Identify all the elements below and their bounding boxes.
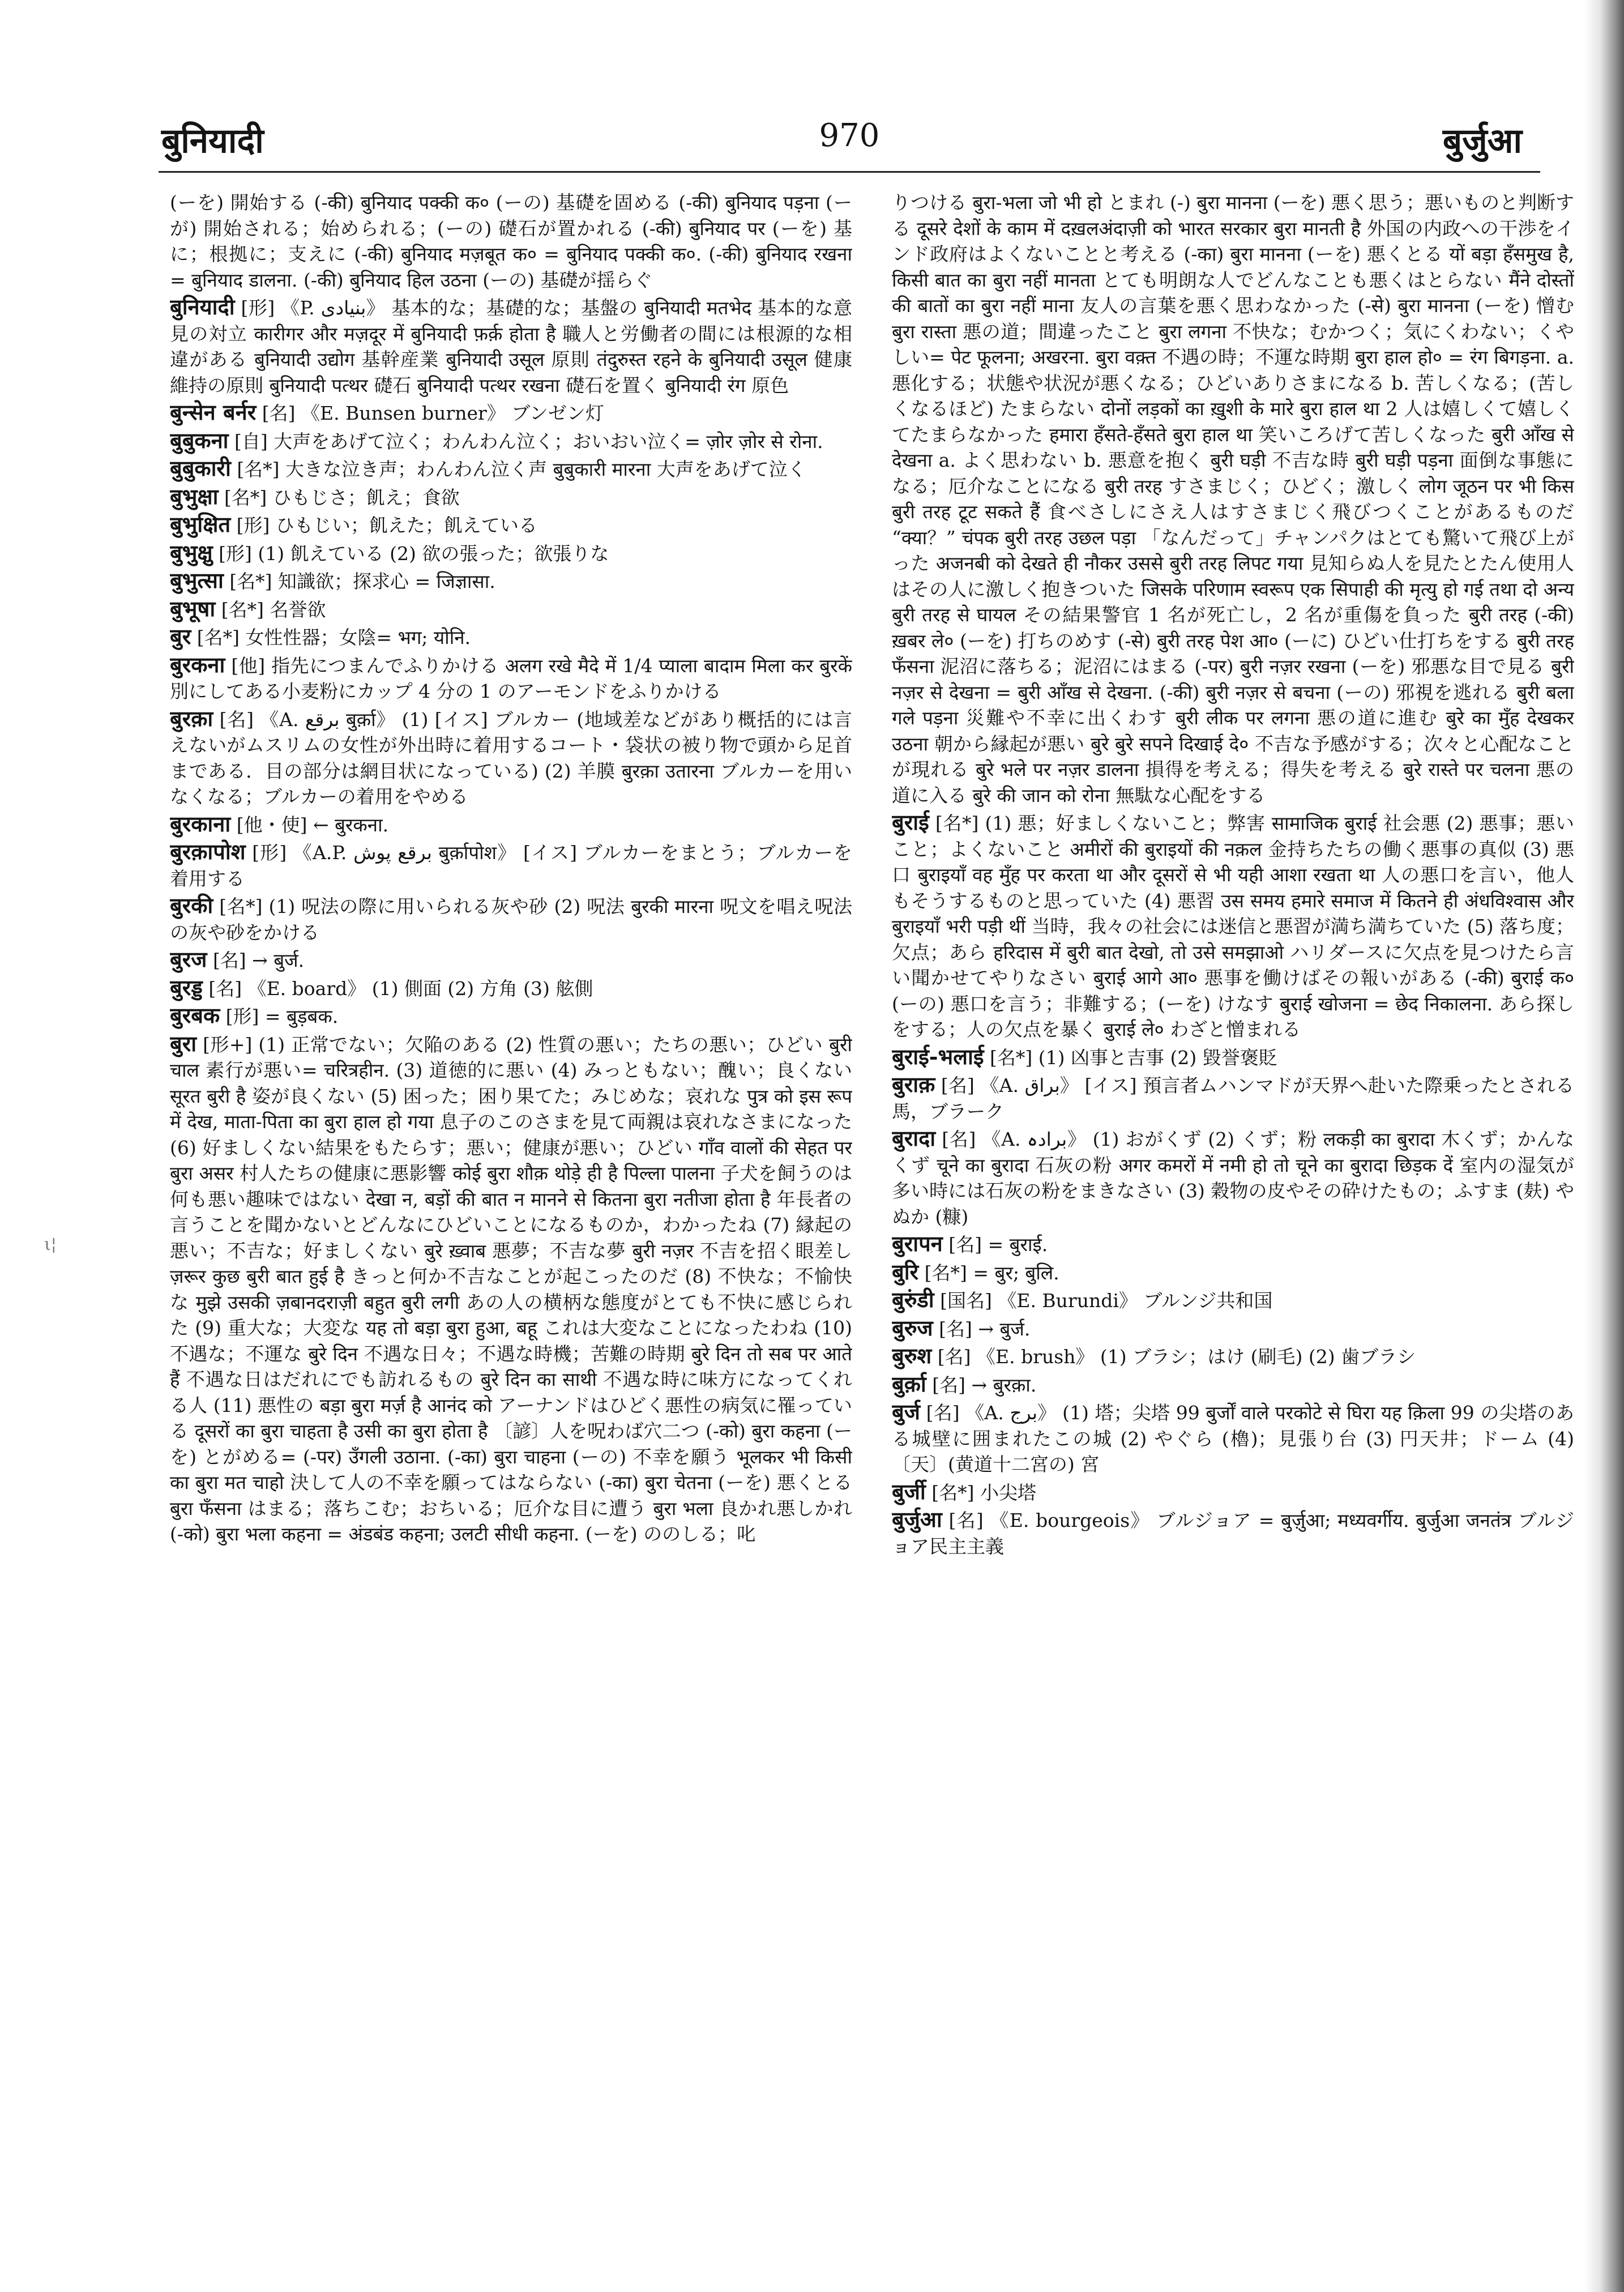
- definition-text: [自] 大声をあげて泣く；わんわん泣く；おいおい泣く= ज़ोर ज़ोर से रोना.: [234, 430, 823, 453]
- left-column: [170, 190, 852, 2223]
- dictionary-entry: [170, 511, 852, 539]
- definition-text: [形] (1) 飢えている (2) 欲の張った；欲張りな: [219, 542, 609, 565]
- headword: बुरक़ा: [170, 705, 213, 731]
- definition-text: [国名] 《E. Burundi》 ブルンジ共和国: [940, 1290, 1273, 1312]
- definition-text: [形] ひもじい；飢えた；飢えている: [236, 514, 537, 536]
- definition-text: [他・使] ← बुरकना.: [236, 813, 389, 836]
- definition-text: [他] 指先につまんでふりかける अलग रखे मैदे में 1/4 प्याला बादाम मिला कर बुरकें 別にしてある小麦粉にカップ 4 分の 1 のアーモンドをふりかける: [170, 654, 852, 702]
- dictionary-entry: [892, 1287, 1574, 1314]
- headword: बुराक़: [892, 1072, 935, 1097]
- definition-text: [名] → बुर्ज.: [212, 949, 305, 971]
- headword: बुराई: [892, 809, 929, 835]
- dictionary-entry: [170, 706, 852, 810]
- dictionary-entry: [892, 1399, 1574, 1478]
- margin-mark: ι¦: [44, 1235, 57, 1254]
- definition-text: [名] 《E. board》 (1) 側面 (2) 方角 (3) 舷側: [208, 977, 593, 1000]
- headword: बुरकाना: [170, 810, 231, 836]
- dictionary-entry: [892, 1343, 1574, 1370]
- dictionary-entry: [170, 399, 852, 426]
- definition-text: [形] 《P. بنیادی》 基本的な；基礎的な；基盤の बुनियादी मतभेद 基本的な意見の対立 कारीगर और मज़दूर में बुनियादी फ़र्क़ होता है 職人と労働者の間には根源的な相違がある बुनियादी उद्योग 基幹産業 बुनियादी उसूल 原則 तंदुरुस्त रहने के बुनियादी उसूल 健康維持の原則 बुनियादी पत्थर 礎石 बुनियादी पत्थर रखना 礎石を置く बुनियादी रंग 原色: [170, 297, 852, 396]
- right-guide-word: बुर्जुआ: [1442, 121, 1522, 161]
- dictionary-entry: [892, 1315, 1574, 1342]
- header-rule: [159, 171, 1540, 173]
- definition-text: [名*] ひもじさ；飢え；食欲: [224, 486, 460, 509]
- definition-text: [名*] (1) 悪；好ましくないこと；弊害 सामाजिक बुराई 社会悪 (2) 悪事；悪いこと；よくないこと अमीरों की बुराइयों की नक़ल 金持ちたちの働く悪事の真似 (3) 悪口 बुराइयाँ वह मुँह पर करता था और दूसरों से भी यही आशा रखता था 人の悪口を言い，他人もそうするものと思っていた (4) 悪習 उस समय हमारे समाज में कितने ही अंधविश्वास और बुराइयाँ भरी पड़ी थीं 当時，我々の社会には迷信と悪習が満ち満ちていた (5) 落ち度；欠点；あら हरिदास में बुरी बात देखो, तो उसे समझाओ ハリダースに欠点を見つけたら言い聞かせてやりなさい बुराई आगे आ० 悪事を働けばその報いがある (-की) बुराई क० (ーの) 悪口を言う；非難する；(ーを) けなす बुराई खोजना = छेद निकालना. あら探しをする；人の欠点を暴く बुराई ले० わざと憎まれる: [892, 812, 1574, 1040]
- headword: बुभुत्सा: [170, 567, 224, 593]
- definition-text: [名] 《E. bourgeois》 ブルジョア = बुर्ज़ुआ; मध्यवर्गीय. बुर्जुआ जनतंत्र ブルジョア民主主義: [892, 1509, 1574, 1557]
- headword: बुरादा: [892, 1125, 936, 1151]
- headword: बुरकी: [170, 893, 213, 918]
- dictionary-entry: [170, 596, 852, 623]
- definition-text: [名*] 名誉欲: [221, 598, 326, 621]
- definition-text: [名] 《A. براق》 [イス] 預言者ムハンマドが天界へ赴いた際乗ったとされる馬，ブラーク: [892, 1074, 1574, 1122]
- dictionary-entry: [170, 428, 852, 455]
- definition-text: [名*] 小尖塔: [931, 1481, 1036, 1504]
- dictionary-entry: [170, 652, 852, 705]
- headword: बुराई-भलाई: [892, 1043, 984, 1069]
- definition-text: (ーを) 開始する (-की) बुनियाद पक्की क० (ーの) 基礎を固める (-की) बुनियाद पड़ना (ーが) 開始される；始められる；(ーの) 礎石が置かれる (-की) बुनियाद पर (ーを) 基に；根拠に；支えに (-की) बुनियाद मज़बूत क० = बुनियाद पक्की क०. (-की) बुनियाद रखना = बुनियाद डालना. (-की) बुनियाद हिल उठना (ーの) 基礎が揺らぐ: [170, 191, 852, 291]
- definition-text: [名*] 女性性器；女陰= भग; योनि.: [196, 626, 471, 648]
- dictionary-entry: [892, 1479, 1574, 1506]
- dictionary-entry: [892, 1506, 1574, 1559]
- dictionary-entry: [892, 1259, 1574, 1286]
- definition-text: [形] = बुड़बक.: [225, 1005, 339, 1027]
- book-binding-edge: [1584, 0, 1624, 2292]
- right-column: [892, 190, 1574, 2223]
- headword: बुभुक्षित: [170, 511, 231, 537]
- definition-text: [名*] = बुर; बुलि.: [924, 1261, 1059, 1284]
- dictionary-entry: [892, 1231, 1574, 1258]
- definition-text: [名] 《E. Bunsen burner》 ブンゼン灯: [262, 402, 604, 424]
- headword: बुरड्ड: [170, 974, 203, 1000]
- dictionary-entry: [892, 1371, 1574, 1398]
- definition-text: りつける बुरा-भला जो भी हो とまれ (-) बुरा मानना (ーを) 悪く思う；悪いものと判断する दूसरे देशों के काम में दख़लअंदाज़ी को भारत सरकार बुरा मानती है 外国の内政への干渉をインド政府はよくないことと考える (-का) बुरा मानना (ーを) 悪くとる यों बड़ा हँसमुख है, किसी बात का बुरा नहीं मानता とても明朗な人でどんなことも悪くはとらない मैंने दोस्तों की बातों का बुरा नहीं माना 友人の言葉を悪く思わなかった (-से) बुरा मानना (ーを) 憎む बुरा रास्ता 悪の道；間違ったこと बुरा लगना 不快な；むかつく；気にくわない；くやしい= पेट फूलना; अखरना. बुरा वक़्त 不遇の時；不運な時期 बुरा हाल हो० = रंग बिगड़ना. a. 悪化する；状態や状況が悪くなる；ひどいありさまになる b. 苦しくなる；(苦しくなるほど) たまらない दोनों लड़कों का ख़ुशी के मारे बुरा हाल था 2 人は嬉しくて嬉しくてたまらなかった हमारा हँसते-हँसते बुरा हाल था 笑いころげて苦しくなった बुरी आँख से देखना a. よく思わない b. 悪意を抱く बुरी घड़ी 不吉な時 बुरी घड़ी पड़ना 面倒な事態になる；厄介なことになる बुरी तरह すさまじく；ひどく；激しく लोग जूठन पर भी किस बुरी तरह टूट सकते हैं 食べさしにさえ人はすさまじく飛びつくことがあるものだ “क्या？” चंपक बुरी तरह उछल पड़ा 「なんだって」チャンパクはとても驚いて飛び上がった अजनबी को देखते ही नौकर उससे बुरी तरह लिपट गया 見知らぬ人を見たとたん使用人はその人に激しく抱きついた जिसके परिणाम स्वरूप एक सिपाही की मृत्यु हो गई तथा दो अन्य बुरी तरह से घायल その結果警官 1 名が死亡し，2 名が重傷を負った बुरी तरह (-की) ख़बर ले० (ーを) 打ちのめす (-से) बुरी तरह पेश आ० (ーに) ひどい仕打ちをする बुरी तरह फँसना 泥沼に落ちる；泥沼にはまる (-पर) बुरी नज़र रखना (ーを) 邪悪な目で見る बुरी नज़र से देखना = बुरी आँख से देखना. (-की) बुरी नज़र से बचना (ーの) 邪視を逃れる बुरी बला गले पड़ना 災難や不幸に出くわす बुरी लीक पर लगना 悪の道に進む बुरे का मुँह देखकर उठना 朝から縁起が悪い बुरे बुरे सपने दिखाई दे० 不吉な予感がする；次々と心配なことが現れる बुरे भले पर नज़र डालना 損得を考える；得失を考える बुरे रास्ते पर चलना 悪の道に入る बुरे की जान को रोना 無駄な心配をする: [892, 191, 1574, 806]
- headword: बुरज: [170, 946, 207, 972]
- headword: बुरि: [892, 1258, 919, 1284]
- dictionary-entry: [170, 1031, 852, 1547]
- dictionary-entry: [170, 624, 852, 651]
- definition-text: [名] 《E. brush》 (1) ブラシ；はけ (刷毛) (2) 歯ブラシ: [937, 1346, 1416, 1368]
- left-guide-word: बुनियादी: [161, 121, 264, 161]
- page-number: 970: [819, 117, 880, 154]
- headword: बुरा: [170, 1030, 197, 1056]
- headword: बुर्जुआ: [892, 1506, 942, 1532]
- dictionary-entry: [892, 1044, 1574, 1071]
- headword: बुबुकारी: [170, 455, 231, 481]
- headword: बुनियादी: [170, 294, 235, 319]
- dictionary-entry: [170, 567, 852, 595]
- dictionary-entry: [170, 484, 852, 511]
- definition-text: [形+] (1) 正常でない；欠陥のある (2) 性質の悪い；たちの悪い；ひどい बुरी चाल 素行が悪い= चरित्रहीन. (3) 道徳的に悪い (4) みっともない；醜い；良くない सूरत बुरी है 姿が良くない (5) 困った；困り果てた；みじめな；哀れな पुत्र को इस रूप में देख, माता-पिता का बुरा हाल हो गया 息子のこのさまを見て両親は哀れなさまになった (6) 好ましくない結果をもたらす；悪い；健康が悪い；ひどい गाँव वालों की सेहत पर बुरा असर 村人たちの健康に悪影響 कोई बुरा शौक़ थोड़े ही है पिल्ला पालना 子犬を飼うのは何も悪い趣味ではない देखा न, बड़ों की बात न मानने से कितना बुरा नतीजा होता है 年長者の言うことを聞かないとどんなにひどいことになるものか，わかったね (7) 縁起の悪い；不吉な；好ましくない बुरे ख़्वाब 悪夢；不吉な夢 बुरी नज़र 不吉を招く眼差し ज़रूर कुछ बुरी बात हुई है きっと何か不吉なことが起こったのだ (8) 不快な；不愉快な मुझे उसकी ज़बानदराज़ी बहुत बुरी लगी あの人の横柄な態度がとても不快に感じられた (9) 重大な；大変な यह तो बड़ा बुरा हुआ, बहू これは大変なことになったわね (10) 不遇な；不運な बुरे दिन 不遇な日々；不遇な時機；苦難の時期 बुरे दिन तो सब पर आते हैं 不遇な日はだれにでも訪れるもの बुरे दिन का साथी 不遇な時に味方になってくれる人 (11) 悪性の बड़ा बुरा मर्ज़ है आनंद को アーナンドはひどく悪性の病気に罹っている दूसरों का बुरा चाहता है उसी का बुरा होता है 〔諺〕人を呪わば穴二つ (-को) बुरा कहना (ーを) とがめる= (-पर) उँगली उठाना. (-का) बुरा चाहना (ーの) 不幸を願う भूलकर भी किसी का बुरा मत चाहो 決して人の不幸を願ってはならない (-का) बुरा चेतना (ーを) 悪くとる बुरा फँसना はまる；落ちこむ；おちいる；厄介な目に遭う बुरा भला 良かれ悪しかれ (-को) बुरा भला कहना = अंडबंड कहना; उलटी सीधी कहना. (ーを) ののしる；叱: [170, 1033, 852, 1545]
- definition-text: [名] → बुरक़ा.: [932, 1373, 1037, 1396]
- definition-text: [名] 《A. برقع बुर्क़ा》 (1) [イス] ブルカー (地域差などがあり概括的には言えないがムスリムの女性が外出時に着用するコート・袋状の被り物で頭から足首まである．目の部分は網目状になっている) (2) 羊膜 बुरक़ा उतारना ブルカーを用いなくなる；ブルカーの着用をやめる: [170, 708, 852, 808]
- headword: बुर्ज: [892, 1399, 920, 1424]
- dictionary-entry: [170, 811, 852, 838]
- dictionary-entry: [170, 1002, 852, 1030]
- headword: बुरक़ापोश: [170, 839, 246, 864]
- headword: बुरुश: [892, 1343, 932, 1368]
- definition-text: [名] 《A. برج》 (1) 塔；尖塔 99 बुर्जों वाले परकोटे से घिरा यह क़िला 99 の尖塔のある城壁に囲まれたこの城 (2) やぐら (櫓)；見張り台 (3) 円天井；ドーム (4) 〔天〕(黄道十二宮の) 宮: [892, 1402, 1574, 1475]
- dictionary-entry: [170, 540, 852, 567]
- dictionary-entry: [892, 190, 1574, 808]
- definition-text: [名*] 知識欲；探求心 = जिज्ञासा.: [229, 570, 495, 592]
- headword: बुन्सेन बर्नर: [170, 399, 257, 425]
- definition-text: [名*] (1) 凶事と吉事 (2) 毀誉褒貶: [990, 1046, 1277, 1069]
- headword: बुभुक्षु: [170, 539, 213, 565]
- definition-text: [名] = बुराई.: [948, 1234, 1048, 1256]
- headword: बुरुंडी: [892, 1287, 934, 1312]
- dictionary-entry: [892, 1125, 1574, 1230]
- definition-text: [名*] 大きな泣き声；わんわん泣く声 बुबुकारी मारना 大声をあげて泣く: [237, 458, 806, 480]
- page-header: [0, 116, 1624, 161]
- headword: बुभूषा: [170, 595, 216, 621]
- dictionary-entry: [170, 975, 852, 1002]
- definition-text: [名] 《A. برادہ》 (1) おがくず (2) くず；粉 लकड़ी का बुरादा 木くず；かんなくず चूने का बुरादा 石灰の粉 अगर कमरों में नमी हो तो चूने का बुरादा छिड़क दें 室内の湿気が多い時には石灰の粉をまきなさい (3) 穀物の皮やその砕けたもの；ふすま (麸) やぬか (糠): [892, 1128, 1574, 1228]
- headword: बुर्जी: [892, 1478, 926, 1504]
- headword: बुरुज: [892, 1314, 933, 1341]
- definition-text: [名*] (1) 呪法の際に用いられる灰や砂 (2) 呪法 बुरकी मारना 呪文を唱え呪法の灰や砂をかける: [170, 895, 852, 944]
- headword: बुर्क़ा: [892, 1371, 926, 1397]
- definition-text: [形] 《A.P. برقع پوش बुर्क़ापोश》 [イス] ブルカーをまとう；ブルカーを着用する: [170, 842, 852, 890]
- headword: बुबुकना: [170, 427, 229, 453]
- dictionary-entry: [170, 190, 852, 293]
- dictionary-entry: [170, 294, 852, 398]
- dictionary-entry: [892, 1072, 1574, 1124]
- dictionary-entry: [170, 839, 852, 891]
- headword: बुरकना: [170, 651, 225, 677]
- headword: बुरापन: [892, 1231, 943, 1256]
- dictionary-entry: [170, 455, 852, 483]
- dictionary-entry: [170, 946, 852, 974]
- dictionary-entry: [892, 809, 1574, 1043]
- headword: बुर: [170, 624, 191, 649]
- headword: बुरबक: [170, 1002, 220, 1028]
- headword: बुभुक्षा: [170, 483, 219, 509]
- definition-text: [名] → बुर्ज.: [939, 1317, 1031, 1340]
- dictionary-entry: [170, 893, 852, 945]
